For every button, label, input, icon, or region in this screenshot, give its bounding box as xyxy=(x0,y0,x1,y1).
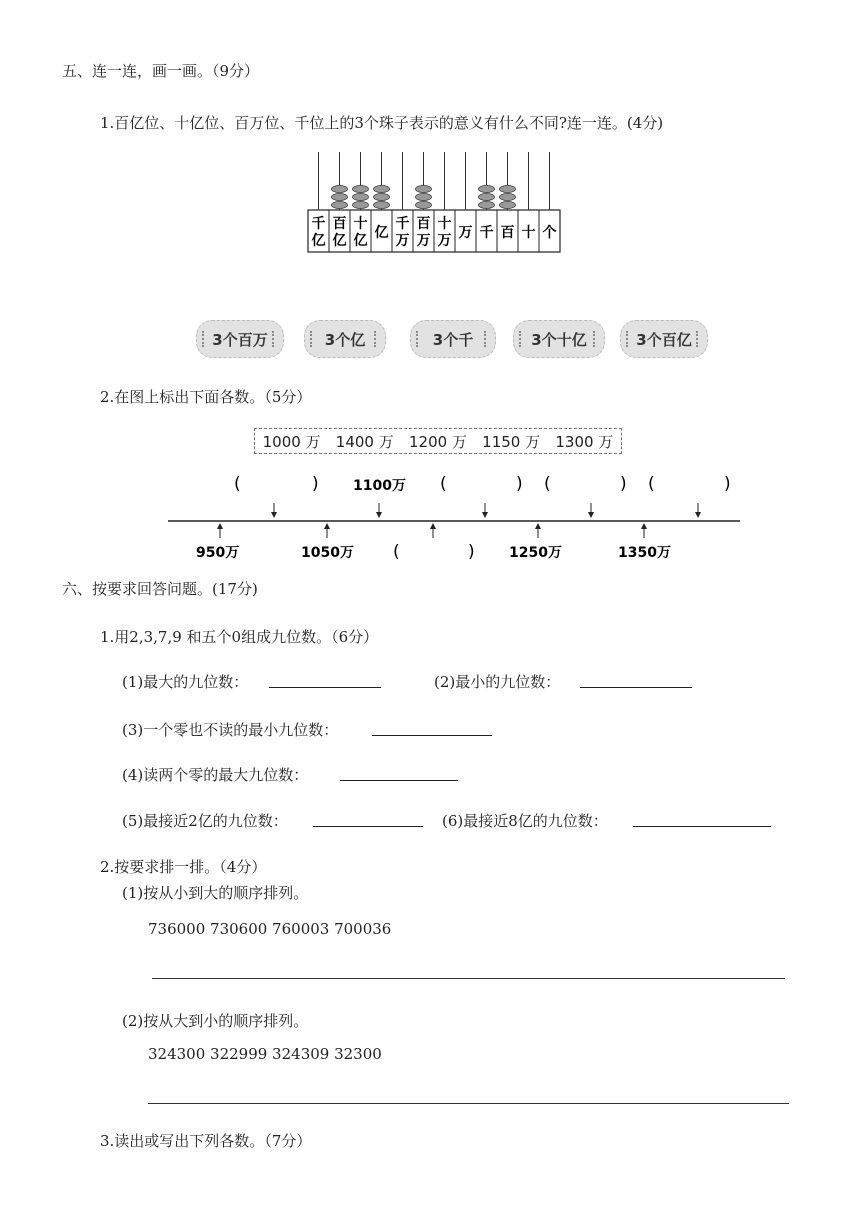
paren-blank[interactable]: ) xyxy=(312,474,319,494)
abacus-bead xyxy=(479,201,495,208)
down-arrow-icon xyxy=(695,512,701,518)
item-4-label: (4)读两个零的最大九位数： xyxy=(122,766,309,784)
answer-blank-3[interactable] xyxy=(372,735,492,736)
up-arrow-icon xyxy=(641,523,647,529)
answer-line-1[interactable] xyxy=(152,978,785,979)
abacus-bead xyxy=(353,185,369,192)
abacus-place-label: 十 xyxy=(353,216,368,232)
label-1100: 1100万 xyxy=(353,478,406,494)
abacus-place-label: 万 xyxy=(416,233,431,249)
paren-blank[interactable]: ( xyxy=(393,542,400,562)
option-3-thousand[interactable] xyxy=(410,320,496,358)
up-arrow-icon xyxy=(217,523,223,529)
abacus-bead xyxy=(479,193,495,200)
up-arrow-icon xyxy=(430,523,436,529)
paren-blank[interactable]: ) xyxy=(516,474,523,494)
option-3-yi[interactable] xyxy=(304,320,386,358)
paren-blank[interactable]: ( xyxy=(234,474,241,494)
abacus-bead xyxy=(416,193,432,200)
number-line xyxy=(160,465,750,565)
abacus-bead xyxy=(332,193,348,200)
number-item: 1150 万 xyxy=(482,432,541,451)
abacus-bead xyxy=(374,201,390,208)
answer-line-2[interactable] xyxy=(148,1103,789,1104)
question-5-2-title: 2.在图上标出下面各数。（5分） xyxy=(100,388,312,406)
answer-blank-4[interactable] xyxy=(340,780,458,781)
abacus-place-label: 万 xyxy=(395,233,410,249)
abacus-place-label: 十 xyxy=(521,225,536,241)
abacus-place-label: 千 xyxy=(311,216,326,232)
down-arrow-icon xyxy=(376,512,382,518)
number-item: 1000 万 xyxy=(262,432,321,451)
up-arrow-icon xyxy=(535,523,541,529)
paren-blank[interactable]: ) xyxy=(620,474,627,494)
item-2-label: (2)最小的九位数： xyxy=(434,673,561,691)
paren-blank[interactable]: ) xyxy=(724,474,731,494)
answer-blank-1[interactable] xyxy=(269,687,381,688)
abacus-place-label: 亿 xyxy=(311,233,326,249)
label-1250: 1250万 xyxy=(509,545,562,561)
option-label: 3个百亿 xyxy=(636,330,692,349)
numbers-box xyxy=(254,428,622,454)
abacus-place-label: 百 xyxy=(416,216,431,232)
answer-blank-2[interactable] xyxy=(580,687,692,688)
abacus-place-label: 千 xyxy=(479,225,494,241)
answer-blank-6[interactable] xyxy=(633,826,771,827)
option-3-million[interactable] xyxy=(196,320,284,358)
item-3-label: (3)一个零也不读的最小九位数： xyxy=(122,721,339,739)
abacus-place-label: 个 xyxy=(542,225,557,241)
abacus-place-label: 十 xyxy=(437,216,452,232)
abacus-bead xyxy=(374,185,390,192)
abacus-bead xyxy=(416,185,432,192)
down-arrow-icon xyxy=(482,512,488,518)
option-3-ten-yi[interactable] xyxy=(513,320,605,358)
abacus-place-label: 亿 xyxy=(374,225,389,241)
paren-blank[interactable]: ( xyxy=(648,474,655,494)
item-5-label: (5)最接近2亿的九位数： xyxy=(122,812,288,830)
option-label: 3个十亿 xyxy=(531,330,587,349)
option-label: 3个百万 xyxy=(212,330,268,349)
abacus-place-label: 亿 xyxy=(353,233,368,249)
item-1-label: (1)最大的九位数： xyxy=(122,673,249,691)
abacus-bead xyxy=(353,201,369,208)
part-2-numbers: 324300 322999 324309 32300 xyxy=(148,1045,382,1063)
part-1-numbers: 736000 730600 760003 700036 xyxy=(148,920,392,938)
part-1-label: (1)按从小到大的顺序排列。 xyxy=(122,884,309,902)
number-item: 1300 万 xyxy=(555,432,614,451)
label-1350: 1350万 xyxy=(618,545,671,561)
abacus-bead xyxy=(416,201,432,208)
question-6-3-title: 3.读出或写出下列各数。（7分） xyxy=(100,1132,312,1150)
abacus-bead xyxy=(479,185,495,192)
abacus-bead xyxy=(353,193,369,200)
paren-blank[interactable]: ( xyxy=(544,474,551,494)
section-6-title: 六、按要求回答问题。(17分) xyxy=(62,580,258,598)
part-2-label: (2)按从大到小的顺序排列。 xyxy=(122,1012,309,1030)
label-1050: 1050万 xyxy=(301,545,354,561)
number-item: 1400 万 xyxy=(335,432,394,451)
abacus-bead xyxy=(500,193,516,200)
number-item: 1200 万 xyxy=(408,432,467,451)
abacus-place-label: 百 xyxy=(500,225,515,241)
down-arrow-icon xyxy=(588,512,594,518)
section-5-title: 五、连一连，画一画。（9分） xyxy=(62,62,260,80)
down-arrow-icon xyxy=(271,512,277,518)
abacus-figure xyxy=(300,148,570,258)
question-6-1-title: 1.用2,3,7,9 和五个0组成九位数。（6分） xyxy=(100,628,379,646)
answer-blank-5[interactable] xyxy=(313,826,423,827)
abacus-place-label: 千 xyxy=(395,216,410,232)
paren-blank[interactable]: ( xyxy=(440,474,447,494)
abacus-place-label: 亿 xyxy=(332,233,347,249)
label-950: 950万 xyxy=(196,545,240,561)
option-label: 3个千 xyxy=(432,330,474,349)
item-6-label: (6)最接近8亿的九位数： xyxy=(442,812,608,830)
abacus-bead xyxy=(500,185,516,192)
abacus-place-label: 万 xyxy=(458,225,473,241)
abacus-bead xyxy=(332,185,348,192)
option-3-hundred-yi[interactable] xyxy=(620,320,708,358)
up-arrow-icon xyxy=(324,523,330,529)
question-6-2-title: 2.按要求排一排。（4分） xyxy=(100,858,267,876)
question-5-1-title: 1.百亿位、十亿位、百万位、千位上的3个珠子表示的意义有什么不同?连一连。(4分) xyxy=(100,114,664,132)
option-label: 3个亿 xyxy=(324,330,366,349)
abacus-bead xyxy=(500,201,516,208)
abacus-place-label: 百 xyxy=(332,216,347,232)
abacus-bead xyxy=(374,193,390,200)
paren-blank[interactable]: ) xyxy=(468,542,475,562)
abacus-bead xyxy=(332,201,348,208)
abacus-place-label: 万 xyxy=(437,233,452,249)
